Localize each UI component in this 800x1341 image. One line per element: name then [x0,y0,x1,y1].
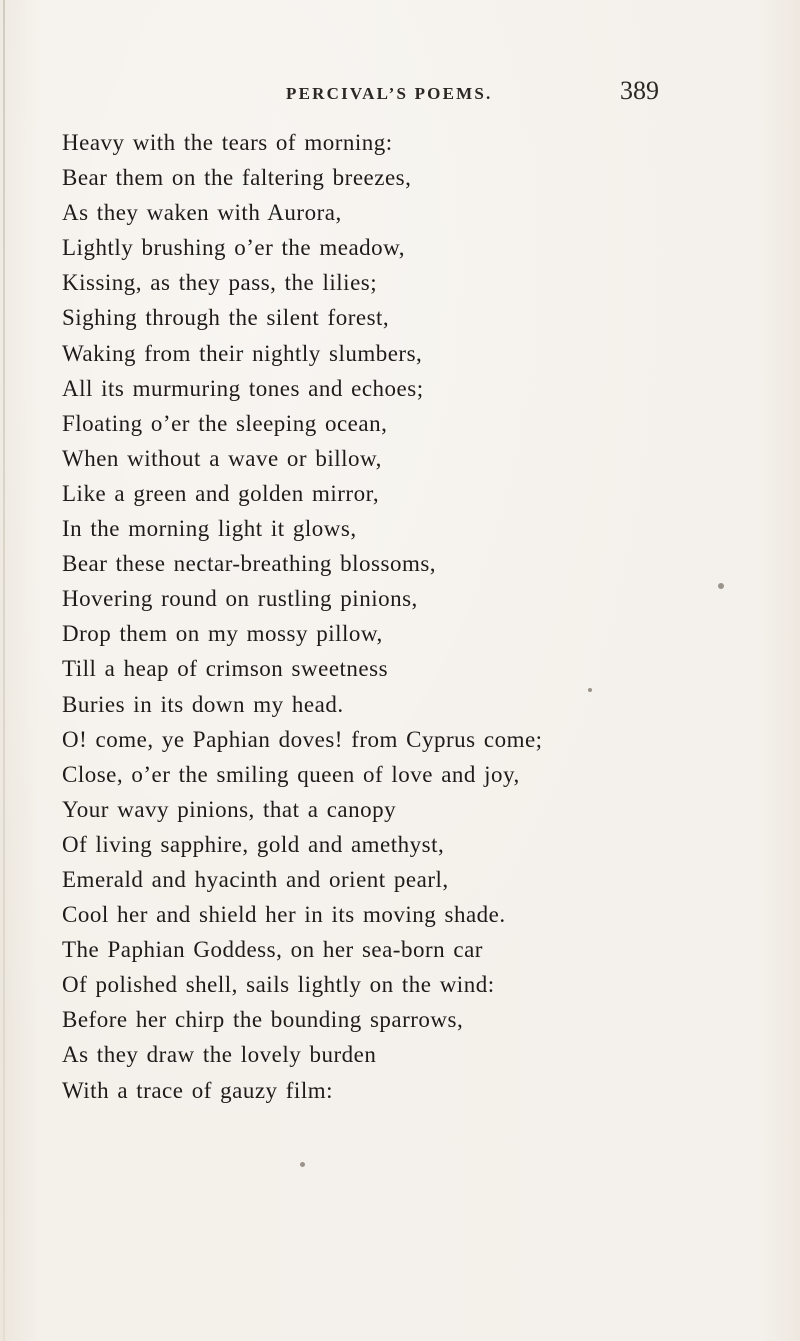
verse-line: Emerald and hyacinth and orient pearl, [62,866,449,892]
verse-line: As they waken with Aurora, [62,200,342,226]
paper-speck [588,688,592,692]
verse-line: As they draw the lovely burden [62,1042,377,1068]
verse-line: Kissing, as they pass, the lilies; [62,270,378,296]
paper-speck [300,1162,305,1167]
verse-line: Of living sapphire, gold and amethyst, [62,831,445,857]
verse-line: Close, o’er the smiling queen of love and joy, [62,761,520,787]
poem-verse [62,125,782,1108]
verse-line: Sighing through the silent forest, [62,305,390,331]
verse-line: Your wavy pinions, that a canopy [62,796,397,822]
verse-line: Till a heap of crimson sweetness [62,656,389,682]
verse-line: Buries in its down my head. [62,691,344,717]
verse-line: All its murmuring tones and echoes; [62,375,424,401]
verse-line: Like a green and golden mirror, [62,480,380,506]
verse-line: O! come, ye Paphian doves! from Cyprus come; [62,726,543,752]
running-head [0,76,800,114]
verse-line: Lightly brushing o’er the meadow, [62,235,406,261]
paper-speck [718,583,724,589]
verse-line: Before her chirp the bounding sparrows, [62,1007,464,1033]
page-number: 389 [620,76,659,105]
verse-line: Waking from their nightly slumbers, [62,340,423,366]
verse-line: When without a wave or billow, [62,445,382,471]
verse-line: Heavy with the tears of morning: [62,130,393,155]
verse-line: Of polished shell, sails lightly on the wind: [62,972,495,998]
page-gutter-edge [3,0,5,1341]
verse-line: Hovering round on rustling pinions, [62,586,418,612]
verse-line: The Paphian Goddess, on her sea-born car [62,937,483,963]
verse-line: Drop them on my mossy pillow, [62,621,383,647]
verse-line: Floating o’er the sleeping ocean, [62,410,388,436]
verse-line: Bear these nectar-breathing blossoms, [62,551,437,577]
verse-line: Bear them on the faltering breezes, [62,165,412,191]
verse-line: With a trace of gauzy film: [62,1077,333,1103]
verse-line: Cool her and shield her in its moving shade. [62,902,506,928]
running-title: PERCIVAL’S POEMS. [286,84,493,103]
verse-line: In the morning light it glows, [62,516,357,542]
